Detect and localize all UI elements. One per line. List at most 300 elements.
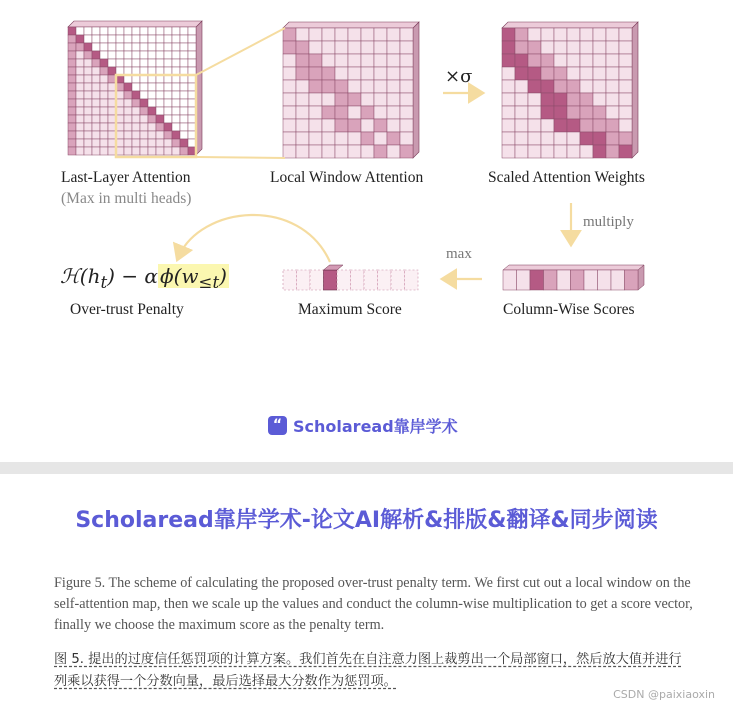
scaled-cell bbox=[541, 41, 554, 54]
scaled-cell bbox=[502, 106, 515, 119]
scaled-cell bbox=[515, 80, 528, 93]
local-window-cell bbox=[374, 54, 387, 67]
last-layer-cell bbox=[68, 131, 76, 139]
last-layer-cell bbox=[156, 27, 164, 35]
last-layer-cell bbox=[156, 83, 164, 91]
scaled-cell bbox=[502, 41, 515, 54]
column-score-cell bbox=[571, 270, 585, 290]
local-window-cell bbox=[309, 41, 322, 54]
max-score-top bbox=[324, 265, 344, 270]
last-layer-cell bbox=[164, 131, 172, 139]
local-window-cell bbox=[335, 145, 348, 158]
brand-watermark[interactable] bbox=[268, 414, 458, 436]
local-window-cell bbox=[374, 145, 387, 158]
local-window-cell bbox=[283, 54, 296, 67]
last-layer-cell bbox=[124, 107, 132, 115]
last-layer-cell bbox=[188, 43, 196, 51]
last-layer-cell bbox=[76, 139, 84, 147]
last-layer-cell bbox=[76, 147, 84, 155]
local-window-cell bbox=[335, 41, 348, 54]
local-window-cell bbox=[335, 93, 348, 106]
scaled-cell bbox=[502, 54, 515, 67]
local-window-cell bbox=[296, 119, 309, 132]
scaled-cell bbox=[567, 28, 580, 41]
scaled-cell bbox=[567, 80, 580, 93]
last-layer-cell bbox=[164, 27, 172, 35]
last-layer-cell bbox=[156, 107, 164, 115]
local-window-cell bbox=[309, 145, 322, 158]
last-layer-cell bbox=[140, 123, 148, 131]
last-layer-cell bbox=[84, 107, 92, 115]
local-window-cell bbox=[296, 80, 309, 93]
last-layer-cell bbox=[108, 43, 116, 51]
last-layer-cell bbox=[140, 43, 148, 51]
last-layer-cell bbox=[148, 51, 156, 59]
scaled-cell bbox=[515, 93, 528, 106]
last-layer-cell bbox=[76, 35, 84, 43]
promo-banner[interactable]: Scholaread靠岸学术-论文AI解析&排版&翻译&同步阅读 bbox=[75, 508, 658, 533]
scaled-cell bbox=[528, 145, 541, 158]
last-layer-cell bbox=[100, 67, 108, 75]
last-layer-cell bbox=[92, 51, 100, 59]
last-layer-sublabel: (Max in multi heads) bbox=[61, 190, 192, 207]
scaled-cell bbox=[619, 80, 632, 93]
last-layer-cell bbox=[132, 139, 140, 147]
last-layer-cell bbox=[124, 147, 132, 155]
last-layer-cell bbox=[132, 83, 140, 91]
last-layer-cell bbox=[172, 35, 180, 43]
last-layer-cell bbox=[84, 35, 92, 43]
scaled-attention-grid bbox=[502, 22, 638, 158]
column-wise-label: Column-Wise Scores bbox=[503, 301, 635, 318]
last-layer-cell bbox=[172, 59, 180, 67]
local-window-cell bbox=[322, 145, 335, 158]
last-layer-cell bbox=[116, 43, 124, 51]
local-window-cell bbox=[348, 119, 361, 132]
last-layer-cell bbox=[140, 59, 148, 67]
local-window-cell bbox=[348, 41, 361, 54]
last-layer-cell bbox=[84, 99, 92, 107]
local-window-cell bbox=[387, 145, 400, 158]
scaled-cell bbox=[554, 41, 567, 54]
scaled-cell bbox=[554, 145, 567, 158]
local-window-cell bbox=[283, 41, 296, 54]
scaled-cell bbox=[619, 145, 632, 158]
last-layer-cell bbox=[84, 59, 92, 67]
column-score-cell bbox=[557, 270, 571, 290]
last-layer-cell bbox=[92, 115, 100, 123]
last-layer-cell bbox=[148, 147, 156, 155]
last-layer-cell bbox=[148, 131, 156, 139]
local-window-cell bbox=[374, 80, 387, 93]
scaled-cell bbox=[593, 106, 606, 119]
last-layer-cell bbox=[68, 99, 76, 107]
scaled-cell bbox=[619, 119, 632, 132]
local-window-cell bbox=[361, 41, 374, 54]
local-window-cell bbox=[387, 106, 400, 119]
local-window-cell bbox=[400, 93, 413, 106]
local-window-cell bbox=[400, 54, 413, 67]
scaled-cell bbox=[528, 132, 541, 145]
local-window-cell bbox=[296, 41, 309, 54]
last-layer-cell bbox=[156, 139, 164, 147]
scaled-cell bbox=[606, 41, 619, 54]
local-window-cell bbox=[283, 145, 296, 158]
scaled-cell bbox=[580, 145, 593, 158]
last-layer-cell bbox=[156, 91, 164, 99]
last-layer-cell bbox=[188, 51, 196, 59]
local-window-label: Local Window Attention bbox=[270, 169, 424, 186]
local-window-cell bbox=[400, 67, 413, 80]
local-window-cell bbox=[374, 67, 387, 80]
last-layer-cell bbox=[92, 75, 100, 83]
local-window-cell bbox=[400, 80, 413, 93]
last-layer-cell bbox=[92, 83, 100, 91]
scaled-cell bbox=[567, 119, 580, 132]
scaled-cell bbox=[580, 106, 593, 119]
last-layer-cell bbox=[172, 115, 180, 123]
brand-name: Scholaread靠岸学术 bbox=[293, 416, 458, 436]
local-window-cell bbox=[283, 28, 296, 41]
last-layer-cell bbox=[108, 27, 116, 35]
last-layer-cell bbox=[100, 139, 108, 147]
local-window-cell bbox=[400, 106, 413, 119]
last-layer-cell bbox=[124, 139, 132, 147]
local-window-cell bbox=[361, 54, 374, 67]
last-layer-cell bbox=[100, 35, 108, 43]
scaled-cell bbox=[593, 67, 606, 80]
scaled-cell bbox=[515, 41, 528, 54]
last-layer-cell bbox=[84, 123, 92, 131]
scaled-cell bbox=[580, 67, 593, 80]
scaled-cell bbox=[619, 28, 632, 41]
last-layer-cell bbox=[188, 59, 196, 67]
scaled-cell bbox=[554, 132, 567, 145]
last-layer-cell bbox=[68, 139, 76, 147]
last-layer-cell bbox=[164, 51, 172, 59]
last-layer-cell bbox=[148, 91, 156, 99]
last-layer-cell bbox=[132, 27, 140, 35]
last-layer-cell bbox=[140, 35, 148, 43]
scaled-cell bbox=[541, 119, 554, 132]
last-layer-cell bbox=[84, 43, 92, 51]
last-layer-cell bbox=[132, 43, 140, 51]
local-window-cell bbox=[322, 132, 335, 145]
local-window-top bbox=[283, 22, 419, 28]
last-layer-cell bbox=[156, 123, 164, 131]
scaled-cell bbox=[554, 67, 567, 80]
last-layer-cell bbox=[180, 139, 188, 147]
local-window-cell bbox=[361, 106, 374, 119]
last-layer-cell bbox=[164, 43, 172, 51]
local-window-cell bbox=[335, 132, 348, 145]
scaled-cell bbox=[515, 54, 528, 67]
scaled-cell bbox=[541, 132, 554, 145]
last-layer-cell bbox=[92, 35, 100, 43]
last-layer-cell bbox=[172, 131, 180, 139]
last-layer-cell bbox=[92, 59, 100, 67]
local-window-cell bbox=[335, 80, 348, 93]
last-layer-cell bbox=[156, 147, 164, 155]
scaled-cell bbox=[619, 41, 632, 54]
scaled-cell bbox=[515, 132, 528, 145]
last-layer-cell bbox=[164, 107, 172, 115]
local-window-cell bbox=[296, 106, 309, 119]
last-layer-cell bbox=[84, 131, 92, 139]
last-layer-attention-grid bbox=[68, 21, 202, 155]
column-score-cell bbox=[544, 270, 558, 290]
scaled-cell bbox=[567, 93, 580, 106]
column-score-cell bbox=[584, 270, 598, 290]
formula-middle: ) − α bbox=[107, 264, 158, 288]
last-layer-cell bbox=[84, 139, 92, 147]
local-window-cell bbox=[387, 54, 400, 67]
last-layer-cell bbox=[156, 51, 164, 59]
last-layer-cell bbox=[132, 51, 140, 59]
last-layer-cell bbox=[76, 43, 84, 51]
local-window-cell bbox=[348, 67, 361, 80]
last-layer-cell bbox=[156, 131, 164, 139]
last-layer-cell bbox=[132, 147, 140, 155]
scaled-cell bbox=[515, 28, 528, 41]
scaled-cell bbox=[528, 67, 541, 80]
times-sigma-label: ×σ bbox=[445, 66, 473, 87]
last-layer-cell bbox=[84, 27, 92, 35]
max-label: max bbox=[446, 246, 472, 262]
local-window-side bbox=[413, 22, 419, 158]
local-window-cell bbox=[335, 54, 348, 67]
local-window-cell bbox=[400, 119, 413, 132]
scaled-cell bbox=[515, 119, 528, 132]
empty-score-cell bbox=[337, 270, 351, 290]
last-layer-cell bbox=[116, 51, 124, 59]
last-layer-cell bbox=[124, 99, 132, 107]
last-layer-top bbox=[68, 21, 202, 27]
local-window-cell bbox=[335, 28, 348, 41]
last-layer-cell bbox=[100, 91, 108, 99]
last-layer-cell bbox=[164, 99, 172, 107]
last-layer-cell bbox=[156, 59, 164, 67]
scaled-cell bbox=[619, 54, 632, 67]
last-layer-cell bbox=[68, 91, 76, 99]
scaled-cell bbox=[528, 119, 541, 132]
maximum-score-bar bbox=[283, 265, 418, 290]
local-window-cell bbox=[322, 67, 335, 80]
last-layer-cell bbox=[68, 115, 76, 123]
local-window-cell bbox=[374, 93, 387, 106]
last-layer-cell bbox=[100, 27, 108, 35]
last-layer-cell bbox=[84, 75, 92, 83]
last-layer-cell bbox=[76, 51, 84, 59]
scaled-cell bbox=[606, 132, 619, 145]
scaled-cell bbox=[606, 80, 619, 93]
scaled-cell bbox=[567, 41, 580, 54]
scaled-cell bbox=[593, 93, 606, 106]
formula-end: ) bbox=[219, 264, 227, 288]
penalty-formula bbox=[60, 264, 229, 292]
figure-caption-en: Figure 5. The scheme of calculating the proposed over-trust penalty term. We first cut out a local window on the self-attention map, then we scale up the values and conduct the column-wise multiplication to get a score vector, finally we choose the maximum score as the penalty term. bbox=[54, 575, 693, 633]
local-window-cell bbox=[348, 106, 361, 119]
last-layer-cell bbox=[84, 83, 92, 91]
max-score-cell bbox=[324, 270, 338, 290]
local-window-cell bbox=[322, 119, 335, 132]
local-window-cell bbox=[400, 41, 413, 54]
formula-left: ℋ(h bbox=[60, 264, 101, 288]
scaled-cell bbox=[541, 67, 554, 80]
scaled-cell bbox=[606, 93, 619, 106]
scaled-cell bbox=[528, 41, 541, 54]
last-layer-cell bbox=[172, 123, 180, 131]
section-divider bbox=[0, 462, 733, 474]
last-layer-cell bbox=[124, 51, 132, 59]
scaled-cell bbox=[554, 80, 567, 93]
scaled-cell bbox=[554, 93, 567, 106]
last-layer-cell bbox=[180, 99, 188, 107]
scaled-side bbox=[632, 22, 638, 158]
last-layer-cell bbox=[156, 43, 164, 51]
last-layer-cell bbox=[84, 67, 92, 75]
last-layer-cell bbox=[132, 131, 140, 139]
last-layer-cell bbox=[92, 107, 100, 115]
last-layer-cell bbox=[92, 27, 100, 35]
penalty-label: Over-trust Penalty bbox=[70, 301, 184, 318]
local-window-cell bbox=[374, 41, 387, 54]
last-layer-cell bbox=[140, 107, 148, 115]
penalty-curve-arrow bbox=[178, 215, 330, 262]
empty-score-cell bbox=[378, 270, 392, 290]
last-layer-cell bbox=[68, 123, 76, 131]
scaled-cell bbox=[502, 93, 515, 106]
scaled-cell bbox=[567, 67, 580, 80]
local-window-cell bbox=[283, 93, 296, 106]
last-layer-cell bbox=[180, 35, 188, 43]
local-window-cell bbox=[309, 93, 322, 106]
last-layer-cell bbox=[100, 107, 108, 115]
formula-phi-sub: ≤t bbox=[198, 273, 220, 292]
last-layer-cell bbox=[108, 59, 116, 67]
local-window-cell bbox=[387, 132, 400, 145]
scaled-cell bbox=[528, 106, 541, 119]
local-window-cell bbox=[309, 119, 322, 132]
last-layer-cell bbox=[148, 59, 156, 67]
last-layer-cell bbox=[76, 99, 84, 107]
last-layer-cell bbox=[140, 139, 148, 147]
scaled-cell bbox=[580, 54, 593, 67]
last-layer-cell bbox=[124, 59, 132, 67]
last-layer-cell bbox=[68, 107, 76, 115]
last-layer-cell bbox=[92, 131, 100, 139]
local-window-cell bbox=[387, 93, 400, 106]
local-window-grid bbox=[283, 22, 419, 158]
last-layer-cell bbox=[172, 83, 180, 91]
scaled-cell bbox=[580, 132, 593, 145]
last-layer-cell bbox=[180, 43, 188, 51]
last-layer-cell bbox=[164, 59, 172, 67]
last-layer-cell bbox=[76, 131, 84, 139]
scaled-cell bbox=[554, 106, 567, 119]
column-score-cell bbox=[611, 270, 625, 290]
last-layer-cell bbox=[172, 91, 180, 99]
last-layer-cell bbox=[148, 27, 156, 35]
last-layer-cell bbox=[164, 123, 172, 131]
scaled-cell bbox=[515, 145, 528, 158]
last-layer-cell bbox=[156, 35, 164, 43]
last-layer-cell bbox=[132, 99, 140, 107]
last-layer-cell bbox=[76, 27, 84, 35]
last-layer-cell bbox=[84, 91, 92, 99]
scaled-cell bbox=[528, 28, 541, 41]
last-layer-cell bbox=[124, 43, 132, 51]
scaled-cell bbox=[502, 132, 515, 145]
local-window-cell bbox=[361, 80, 374, 93]
scaled-cell bbox=[593, 80, 606, 93]
last-layer-cell bbox=[100, 115, 108, 123]
last-layer-cell bbox=[116, 35, 124, 43]
local-window-cell bbox=[309, 54, 322, 67]
column-score-cell bbox=[530, 270, 544, 290]
last-layer-cell bbox=[164, 115, 172, 123]
local-window-cell bbox=[374, 119, 387, 132]
last-layer-cell bbox=[76, 107, 84, 115]
scaled-cell bbox=[606, 119, 619, 132]
multiply-label: multiply bbox=[583, 214, 634, 230]
last-layer-cell bbox=[188, 27, 196, 35]
last-layer-cell bbox=[76, 59, 84, 67]
scaled-cell bbox=[541, 80, 554, 93]
last-layer-cell bbox=[124, 35, 132, 43]
last-layer-cell bbox=[76, 115, 84, 123]
local-window-cell bbox=[322, 106, 335, 119]
scaled-cell bbox=[528, 80, 541, 93]
csdn-watermark: CSDN @paixiaoxin bbox=[613, 688, 715, 701]
scaled-cell bbox=[567, 106, 580, 119]
last-layer-cell bbox=[180, 59, 188, 67]
last-layer-cell bbox=[116, 59, 124, 67]
scaled-cell bbox=[619, 106, 632, 119]
last-layer-cell bbox=[164, 147, 172, 155]
scaled-cell bbox=[541, 145, 554, 158]
last-layer-cell bbox=[100, 123, 108, 131]
scaled-weights-label: Scaled Attention Weights bbox=[488, 169, 645, 186]
last-layer-cell bbox=[100, 83, 108, 91]
last-layer-cell bbox=[92, 43, 100, 51]
scaled-cell bbox=[554, 54, 567, 67]
last-layer-cell bbox=[156, 99, 164, 107]
local-window-cell bbox=[348, 132, 361, 145]
local-window-cell bbox=[400, 145, 413, 158]
scaled-top bbox=[502, 22, 638, 28]
last-layer-cell bbox=[84, 51, 92, 59]
local-window-cell bbox=[361, 132, 374, 145]
last-layer-cell bbox=[180, 123, 188, 131]
figure-caption-zh: 图 5. 提出的过度信任惩罚项的计算方案。我们首先在自注意力图上裁剪出一个局部窗口，然后放大值并进行列乘以获得一个分数向量，最后选择最大分数作为惩罚项。 bbox=[54, 652, 682, 689]
last-layer-cell bbox=[108, 51, 116, 59]
local-window-cell bbox=[374, 132, 387, 145]
local-window-cell bbox=[400, 132, 413, 145]
scaled-cell bbox=[580, 93, 593, 106]
scaled-cell bbox=[593, 145, 606, 158]
last-layer-cell bbox=[68, 67, 76, 75]
last-layer-cell bbox=[68, 35, 76, 43]
last-layer-cell bbox=[68, 83, 76, 91]
scaled-cell bbox=[619, 132, 632, 145]
last-layer-cell bbox=[148, 83, 156, 91]
scaled-cell bbox=[580, 80, 593, 93]
local-window-cell bbox=[387, 41, 400, 54]
last-layer-cell bbox=[92, 147, 100, 155]
maximum-score-label: Maximum Score bbox=[298, 301, 402, 318]
last-layer-cell bbox=[76, 75, 84, 83]
